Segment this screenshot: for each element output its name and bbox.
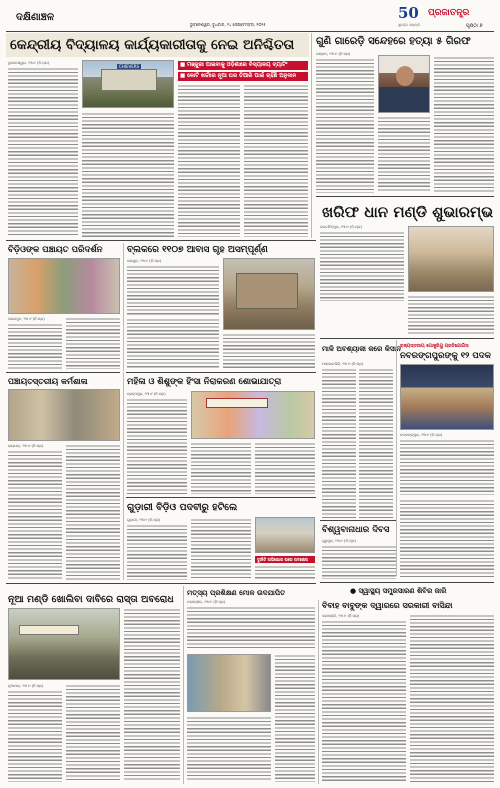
bdo-text-c — [255, 565, 315, 580]
panchayat-text-a — [8, 323, 62, 369]
medals-text — [400, 439, 494, 495]
road-headline: ନୂଆ ମଣ୍ଡି ଖୋଲିବା ଦାବିରେ ରାସ୍ତା ଅବରୋଧ — [8, 594, 174, 605]
medals-divider — [396, 340, 397, 576]
medals-headline: ନବରଙ୍ଗପୁରଙ୍କୁ ୧୨ ପଦକ — [400, 351, 491, 361]
right-story-2-headline: ଖରିଫ ଧାନ ମଣ୍ଡି ଶୁଭାରମ୍ଭ — [322, 203, 494, 221]
right-story-2-dateline: ଜଗତସିଂହପୁର, ୨୩।୯ (ନି.ପ୍ର) — [320, 225, 362, 229]
women-rule — [126, 372, 316, 373]
training-headline: ମତ୍ସ୍ୟ ପ୍ରଶିକ୍ଷଣ ମୋଳ ଉଦଯାପିତ — [187, 588, 286, 597]
child-marriage-text-a — [322, 620, 406, 782]
training-text-b — [275, 654, 315, 782]
vishwakarma-text-b — [400, 499, 494, 579]
bottom-section-rule — [6, 583, 316, 584]
housing-dateline: ଜୟପୁର, ୨୩।୯ (ନି.ପ୍ର) — [127, 259, 162, 263]
housing-text-c — [223, 333, 315, 369]
bottom-divider-1 — [183, 586, 184, 784]
kisan-text-b — [359, 368, 393, 518]
kisan-dateline: ମାଲକାନଗିରି, ୨୩।୯ (ନି.ପ୍ର) — [322, 362, 364, 366]
right-story-2-text-a — [320, 231, 404, 301]
school-signboard: CHIEVERS — [119, 64, 140, 69]
bdo-text-b — [191, 518, 251, 580]
housing-headline: ବ୍ଲକରେ ୧୧୦୭ ଆବାସ ଗୃହ ଅସମ୍ପୂର୍ଣ୍ଣ — [127, 245, 268, 255]
karmashala-text-b — [66, 444, 120, 580]
training-text-c — [187, 716, 271, 782]
training-dateline: ବଲାଙ୍ଗୀର, ୨୩।୯ (ନି.ପ୍ର) — [187, 600, 226, 604]
right-story-1-text-a — [316, 58, 374, 193]
karmashala-text-a — [8, 450, 62, 580]
medals-dateline: ନବରଙ୍ଗପୁର, ୨୩।୯ (ନି.ପ୍ର) — [400, 433, 443, 437]
kisan-headline: ମାଳି ଅବଶ୍ୟାକୀ କରେ କିସାନ — [322, 344, 401, 353]
lead-red-bar-1: ■ ମଞ୍ଜୁରୀ ପାଇବାକୁ ଓଡ଼ିଶାରେ ବିଦ୍ୟାଳୟ ବ୍ୟାଟିଂ — [178, 61, 308, 70]
road-text-a — [8, 690, 62, 782]
bdo-badge: ଦୁର୍ନୀତି ଅଭିଯୋଗ ପରେ ପଦକ୍ଷେପ — [255, 556, 315, 563]
road-text-b — [66, 684, 120, 782]
anniversary-number: 50 — [398, 4, 419, 22]
right-story-1-text-c — [434, 56, 494, 193]
lead-red-bar-2: ■ କୋଟି ଖର୍ଚ୍ଚରେ ନୂଆ ଘର ତିଆରି ପାଇଁ ଚାହିଁଛି ଅନୁଦାନ — [178, 72, 308, 81]
masthead — [0, 0, 500, 32]
masthead-rule — [6, 31, 494, 32]
lead-dateline: ଭୁବନେଶ୍ୱର, ୨୩।୯ (ନି.ପ୍ର) — [8, 61, 49, 65]
child-marriage-dateline: କଳାହାଣ୍ଡି, ୨୩।୯ (ନି.ପ୍ର) — [322, 614, 360, 618]
medals-group-photo — [400, 364, 494, 430]
mid-section-rule — [6, 240, 316, 241]
lead-text-col1 — [8, 67, 78, 237]
lead-text-col4 — [244, 84, 308, 237]
anniversary-logo — [398, 3, 420, 22]
bdo-dateline: ଗୁଡ଼ାରୀ, ୨୩।୯ (ନି.ପ୍ର) — [127, 518, 161, 522]
page-number: ପୃଷ୍ଠା ୭ — [466, 23, 483, 29]
medals-kicker: ରାଜ୍ୟସ୍ତରୀୟ ଗୋଜୁରିୟୁ ପ୍ରତିଯୋଗିତା — [400, 344, 469, 349]
right-story-1-text-b — [378, 116, 430, 193]
lead-headline: କେନ୍ଦ୍ରୀୟ ବିଦ୍ୟାଳୟ କାର୍ଯ୍ୟକାରୀତାକୁ ନେଇ ଅନିଶ୍ଚିତତା — [10, 37, 295, 53]
portrait-face — [396, 66, 414, 86]
road-dateline: ନୂଆପଡ଼ା, ୨୩।୯ (ନି.ପ୍ର) — [8, 684, 44, 688]
mid-divider-1 — [123, 243, 124, 371]
housing-text-a — [127, 265, 219, 315]
panchayat-headline: ବିଡ଼ିଓଙ୍କ ପଞ୍ଚାୟତ ପରିଦର୍ଶନ — [8, 245, 103, 255]
mandi-inauguration-photo — [408, 226, 494, 292]
vishwakarma-dateline: ଗୁନୁପୁର, ୨୩।୯ (ନି.ପ୍ର) — [322, 539, 356, 543]
masthead-dateline: ଭୁବନେଶ୍ୱର, ବୁଧବାର, ୨୪ ସେପ୍ଟେମ୍ବର, ୨୦୨୫ — [190, 22, 266, 27]
road-text-c — [124, 608, 180, 782]
school-building — [101, 69, 157, 91]
mid-divider-2 — [123, 372, 124, 580]
panchayat-photo — [8, 258, 120, 314]
right-story-1-dateline: ଗଞ୍ଜାମ, ୨୩।୯ (ନି.ପ୍ର) — [316, 52, 351, 56]
rally-banner — [206, 398, 268, 408]
officer-portrait — [378, 55, 430, 113]
women-dateline: ବ୍ରହ୍ମପୁର, ୨୩।୯ (ନି.ପ୍ର) — [127, 392, 166, 396]
road-blockade-photo — [8, 608, 120, 680]
housing-text-b — [127, 318, 219, 369]
anniversary-tagline: ସୁବର୍ଣ୍ଣ ଜୟନ୍ତୀ — [398, 23, 421, 27]
protest-banner — [19, 625, 79, 635]
karmashala-dateline: ରାୟଗଡ଼ା, ୨୩।୯ (ନି.ପ୍ର) — [8, 444, 44, 448]
bdo-office-photo — [255, 517, 315, 553]
right-story-2-rule — [316, 196, 494, 197]
vishwakarma-headline: ବିଶ୍ୱବାନାଧାର ଦିବସ — [322, 525, 390, 535]
panchayat-dateline: କୋରାପୁଟ, ୨୩।୯ (ନି.ପ୍ର) — [8, 317, 45, 321]
health-rule — [320, 582, 494, 583]
housing-photo — [223, 258, 315, 330]
vishwakarma-rule — [320, 520, 396, 521]
child-marriage-text-b — [410, 614, 494, 782]
right-story-2-text-b — [408, 295, 494, 335]
unfinished-wall — [236, 273, 298, 309]
panchayat-text-b — [66, 317, 120, 369]
right-story-1-headline: ଗୁଣି ଗାରେଡ଼ି ସନ୍ଦେହରେ ହତ୍ୟା ୫ ଗିରଫ — [316, 36, 471, 47]
karmashala-headline: ପଞ୍ଚାୟତସ୍ତରୀୟ କର୍ମଶାଳା — [8, 376, 88, 386]
vishwakarma-text — [322, 545, 396, 579]
women-text-b — [191, 442, 251, 494]
child-marriage-headline: ବିବାହ ବାବୁଙ୍କ ଦ୍ୱାରରେ ସରକାରୀ ବାସିନ୍ଦା — [322, 600, 453, 610]
women-text-a — [127, 398, 187, 494]
women-headline: ମହିଳା ଓ ଶିଶୁଙ୍କ ହିଂସା ନିରାକରଣ ଶୋଭାଯାତ୍ରା — [127, 377, 282, 387]
section-title: ଦକ୍ଷିଣାଞ୍ଚଳ — [16, 12, 55, 23]
karmashala-rule — [6, 372, 120, 373]
bdo-rule — [126, 497, 316, 498]
women-text-c — [255, 442, 315, 494]
health-headline: ● ସ୍ୱାସ୍ଥ୍ୟ ସମ୍ପ୍ରସାରଣ ଶିବିର ଜାରି — [350, 586, 447, 595]
bdo-headline: ଗୁଡ଼ାରୀ ବିଡ଼ିଓ ପଦବୀରୁ ହଟିଲେ — [127, 502, 238, 513]
lead-text-col2 — [82, 112, 174, 237]
women-rally-photo — [191, 391, 315, 439]
paper-name: ପ୍ରଜାତନ୍ତ୍ର — [428, 8, 470, 18]
bdo-text-a — [127, 524, 187, 580]
training-photo — [187, 654, 271, 712]
right-column-divider — [311, 33, 312, 238]
kisan-text-a — [322, 368, 356, 518]
kisan-rule — [320, 338, 494, 339]
lead-school-photo — [82, 60, 174, 108]
training-text — [187, 606, 315, 650]
lead-text-col3 — [178, 84, 240, 237]
bottom-divider-2 — [318, 600, 319, 784]
karmashala-photo — [8, 389, 120, 441]
